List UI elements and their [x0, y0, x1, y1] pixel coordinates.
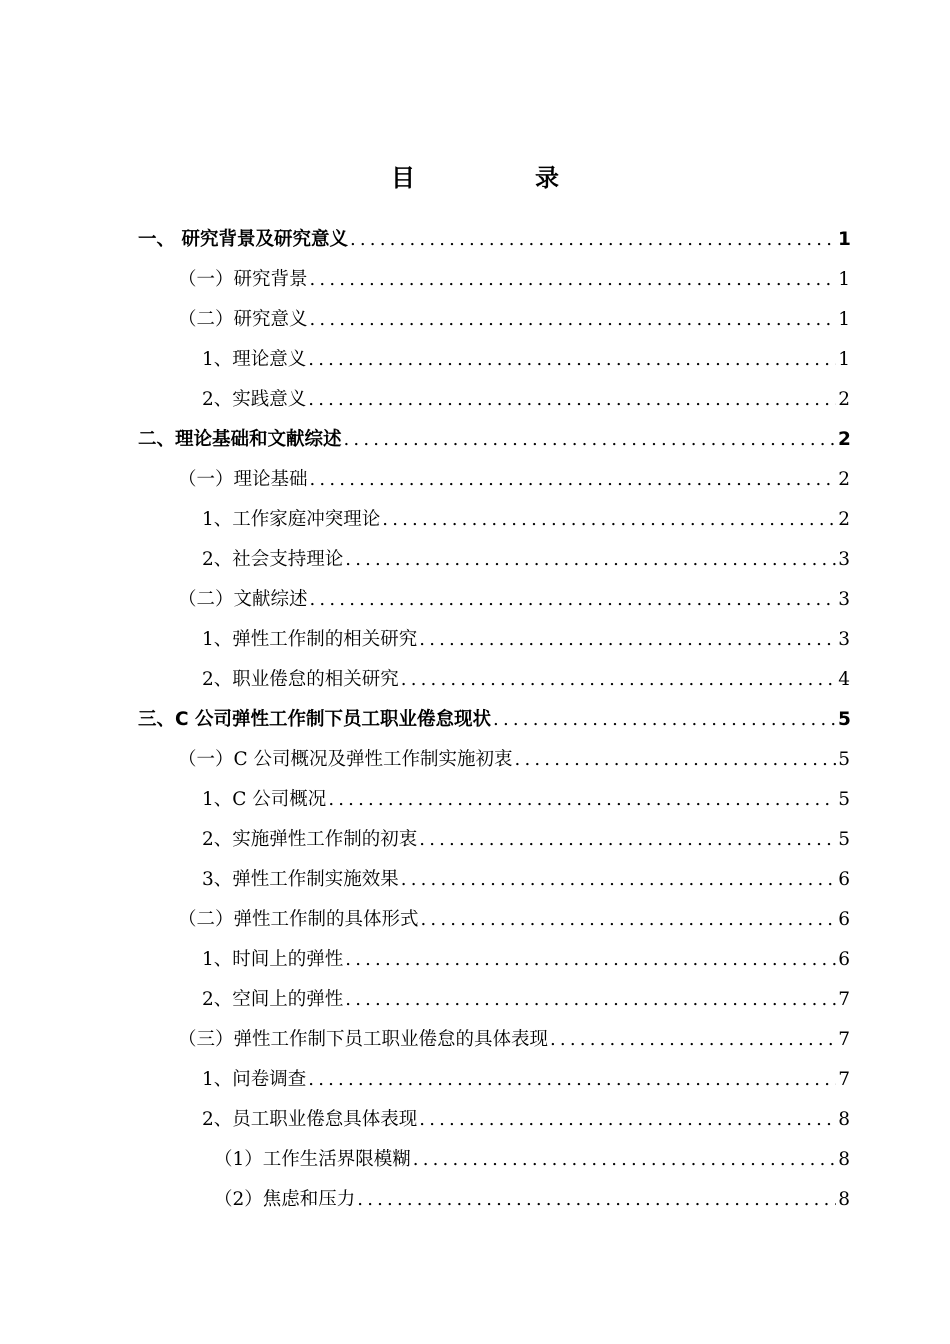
toc-entry[interactable] — [0, 1020, 950, 1060]
toc-entry-text: （三）弹性工作制下员工职业倦怠的具体表现 — [178, 1029, 549, 1050]
dot-leader — [419, 820, 836, 860]
toc-entry-text: 2、实践意义 — [202, 389, 307, 410]
dot-leader — [401, 860, 836, 900]
dot-leader — [310, 260, 836, 300]
toc-page-number: 7 — [838, 1069, 850, 1090]
toc-entry-text: 2、空间上的弹性 — [202, 989, 344, 1010]
toc-entry[interactable] — [0, 1060, 950, 1100]
toc-page-number: 6 — [838, 949, 850, 970]
toc-entry[interactable] — [0, 500, 950, 540]
toc-entry-text: 2、实施弹性工作制的初衷 — [202, 829, 418, 850]
toc-entry[interactable] — [0, 700, 950, 740]
toc-page-number: 7 — [838, 1029, 850, 1050]
toc-entry-text: 2、社会支持理论 — [202, 549, 344, 570]
toc-entry[interactable] — [0, 740, 950, 780]
toc-entry[interactable] — [0, 220, 950, 260]
toc-entry[interactable] — [0, 420, 950, 460]
toc-entry-text: （一）C 公司概况及弹性工作制实施初衷 — [178, 749, 513, 770]
dot-leader — [345, 940, 836, 980]
toc-entry[interactable] — [0, 300, 950, 340]
toc-entry[interactable] — [0, 1140, 950, 1180]
toc-entry[interactable] — [0, 1100, 950, 1140]
dot-leader — [419, 620, 836, 660]
toc-entry-text: 1、C 公司概况 — [202, 789, 327, 810]
toc-page-number: 8 — [838, 1149, 850, 1170]
toc-page-number: 2 — [838, 389, 850, 410]
toc-entry[interactable] — [0, 940, 950, 980]
toc-entry[interactable] — [0, 460, 950, 500]
toc-entry[interactable] — [0, 340, 950, 380]
toc-page-number: 2 — [838, 429, 851, 450]
toc-entry[interactable] — [0, 380, 950, 420]
toc-page-number: 6 — [838, 909, 850, 930]
toc-page-number: 2 — [838, 469, 850, 490]
toc-entry[interactable] — [0, 980, 950, 1020]
dot-leader — [350, 220, 836, 260]
toc-page-number: 1 — [838, 229, 851, 250]
toc-entry-text: 3、弹性工作制实施效果 — [202, 869, 399, 890]
toc-page-number: 2 — [838, 509, 850, 530]
toc-entry-text: 1、时间上的弹性 — [202, 949, 344, 970]
dot-leader — [308, 1060, 836, 1100]
toc-entry[interactable] — [0, 260, 950, 300]
dot-leader — [493, 700, 836, 740]
toc-entry[interactable] — [0, 1180, 950, 1220]
toc-entry[interactable] — [0, 780, 950, 820]
toc-entry-text: 1、问卷调查 — [202, 1069, 307, 1090]
toc-entry-text: 1、理论意义 — [202, 349, 307, 370]
toc-entry[interactable] — [0, 660, 950, 700]
toc-page-number: 5 — [838, 789, 850, 810]
toc-page-number: 8 — [838, 1109, 850, 1130]
toc-entry-text: （二）研究意义 — [178, 309, 308, 330]
dot-leader — [357, 1180, 836, 1220]
toc-entry-text: （2）焦虑和压力 — [214, 1189, 356, 1210]
toc-entry-text: （二）弹性工作制的具体形式 — [178, 909, 419, 930]
toc-page-number: 3 — [838, 549, 850, 570]
toc-page-number: 3 — [838, 629, 850, 650]
dot-leader — [310, 580, 836, 620]
toc-entry-text: 三、C 公司弹性工作制下员工职业倦怠现状 — [138, 709, 492, 730]
toc-entry-text: （一）理论基础 — [178, 469, 308, 490]
dot-leader — [310, 300, 836, 340]
toc-page-number: 7 — [838, 989, 850, 1010]
dot-leader — [421, 900, 836, 940]
dot-leader — [308, 340, 836, 380]
toc-entry[interactable] — [0, 620, 950, 660]
dot-leader — [419, 1100, 836, 1140]
toc-title: 目 录 — [391, 164, 607, 192]
table-of-contents — [0, 220, 950, 1220]
dot-leader — [401, 660, 836, 700]
dot-leader — [345, 540, 836, 580]
dot-leader — [413, 1140, 836, 1180]
toc-entry-text: （二）文献综述 — [178, 589, 308, 610]
toc-page-number: 5 — [838, 829, 850, 850]
toc-entry[interactable] — [0, 820, 950, 860]
toc-page-number: 8 — [838, 1189, 850, 1210]
toc-entry-text: 2、员工职业倦怠具体表现 — [202, 1109, 418, 1130]
toc-entry-text: （一）研究背景 — [178, 269, 308, 290]
toc-entry-text: 一、 研究背景及研究意义 — [138, 229, 348, 250]
dot-leader — [310, 460, 836, 500]
toc-page-number: 1 — [838, 309, 850, 330]
toc-entry[interactable] — [0, 860, 950, 900]
dot-leader — [382, 500, 836, 540]
dot-leader — [308, 380, 836, 420]
toc-entry-text: 1、工作家庭冲突理论 — [202, 509, 381, 530]
dot-leader — [345, 980, 836, 1020]
dot-leader — [344, 420, 836, 460]
dot-leader — [550, 1020, 836, 1060]
toc-page-number: 4 — [838, 669, 850, 690]
dot-leader — [515, 740, 836, 780]
toc-page-number: 3 — [838, 589, 850, 610]
toc-page-number: 5 — [838, 749, 850, 770]
toc-page-number: 5 — [838, 709, 851, 730]
toc-entry-text: 1、弹性工作制的相关研究 — [202, 629, 418, 650]
toc-entry[interactable] — [0, 580, 950, 620]
toc-entry[interactable] — [0, 540, 950, 580]
toc-page-number: 1 — [838, 269, 850, 290]
toc-page-number: 1 — [838, 349, 850, 370]
toc-entry-text: 二、理论基础和文献综述 — [138, 429, 342, 450]
toc-page-number: 6 — [838, 869, 850, 890]
dot-leader — [328, 780, 836, 820]
toc-entry-text: 2、职业倦怠的相关研究 — [202, 669, 399, 690]
toc-entry-text: （1）工作生活界限模糊 — [214, 1149, 411, 1170]
toc-entry[interactable] — [0, 900, 950, 940]
